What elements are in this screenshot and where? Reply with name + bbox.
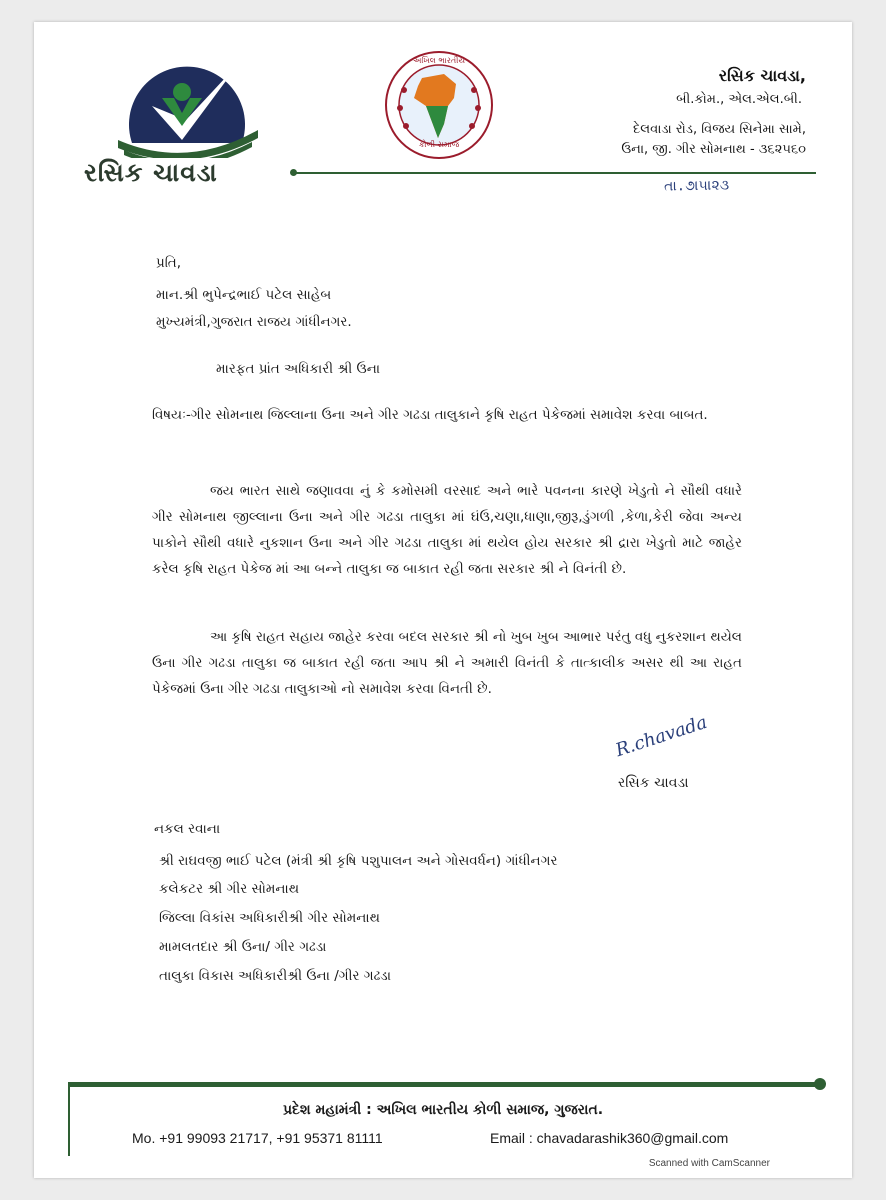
footer-title: પ્રદેશ મહામંત્રી : અખિલ ભારતીય કોળી સમાજ, ગુજરાત.	[282, 1102, 604, 1118]
body-paragraph-1: જય ભારત સાથે જણાવવા નું કે કમોસમી વરસાદ અને ભારે પવનના કારણે ખેડુતો ને સૌથી વધારે ગીર સોમનાથ જીલ્લાના ઉના અને ગીર ગઢડા તાલુકા માં ઘંઉ,ચણા,ધાણા,જીરૂ,ડુંગળી ,કેળા,કેરી જેવા અન્ય પાકોને સૌથી વધારે નુકશાન ઉના અને ગીર ગઢડા તાલુકા માં થયેલ હોય સરકાર શ્રી દ્રારા ખેડુતો માટે જાહેર કરેલ કૃષિ રાહત પેકેજ માં આ બન્ને તાલુકા જ બાકાત રહી જતા સરકાર શ્રી ને વિનંતી છે.	[152, 483, 742, 577]
emblem-text-top: અખિલ ભારતીય	[412, 56, 466, 65]
sender-address-line1: દેલવાડા રોડ, વિજય સિનેમા સામે,	[633, 122, 806, 137]
scanner-watermark: Scanned with CamScanner	[648, 1158, 770, 1169]
handwritten-signature: R.chavada	[613, 711, 710, 762]
letter-page	[34, 22, 852, 1178]
cc-title: નકલ રવાના	[154, 821, 221, 837]
cc-item: શ્રી રાઘવજી ભાઈ પટેલ (મંત્રી શ્રી કૃષિ પશુપાલન અને ગોસવર્ધન) ગાંધીનગર	[159, 853, 558, 869]
header-divider	[296, 172, 816, 174]
emblem-text-bottom: કોળી સમાજ	[418, 140, 460, 149]
footer-side-rule	[68, 1082, 70, 1156]
footer-mobile: Mo. +91 99093 21717, +91 95371 81111	[132, 1130, 383, 1146]
signatory-name: રસિક ચાવડા	[618, 775, 689, 791]
recipient-to: પ્રતિ,	[156, 255, 182, 271]
footer-divider	[68, 1082, 822, 1087]
sender-degree: બી.કોમ., એલ.એલ.બી.	[676, 92, 802, 107]
logo-name: રસિક ચાવડા	[84, 158, 218, 187]
logo-icon	[112, 58, 262, 158]
footer-divider-dot	[814, 1078, 826, 1090]
sender-name: રસિક ચાવડા,	[718, 66, 806, 85]
footer-email: Email : chavadarashik360@gmail.com	[490, 1130, 729, 1146]
subject: વિષયઃ-ગીર સોમનાથ જિલ્લાના ઉના અને ગીર ગઢડા તાલુકાને કૃષિ રાહત પેકેજમાં સમાવેશ કરવા બાબત.	[152, 407, 708, 423]
cc-item: તાલુકા વિકાસ અધિકારીશ્રી ઉના /ગીર ગઢડા	[159, 968, 392, 984]
cc-item: કલેકટર શ્રી ગીર સોમનાથ	[159, 881, 300, 897]
sender-address-line2: ઉના, જી. ગીર સોમનાથ - ૩૬૨૫૬૦	[621, 142, 806, 157]
body-paragraph-2: આ કૃષિ રાહત સહાય જાહેર કરવા બદલ સરકાર શ્રી નો ખુબ ખુબ આભાર પરંતુ વધુ નુકરશાન થયેલ ઉના ગીર ગઢડા તાલુકા જ બાકાત રહી જતા આપ શ્રી ને અમારી વિનંતી કે તાત્કાલીક અસર થી આ રાહત પેકેજમાં ઉના ગીર ગઢડા તાલુકાઓ નો સમાવેશ કરવા વિનતી છે.	[152, 629, 742, 697]
letter-date: તા.૭।૫।૨૩	[663, 177, 730, 195]
cc-item: જિલ્લા વિકાંસ અધિકારીશ્રી ગીર સોમનાથ	[159, 910, 380, 926]
cc-item: મામલતદાર શ્રી ઉના/ ગીર ગઢડા	[159, 939, 327, 955]
recipient-line2: મુખ્યમંત્રી,ગુજરાત રાજય ગાંધીનગર.	[156, 314, 352, 330]
recipient-line1: માન.શ્રી ભુપેન્દ્રભાઈ પટેલ સાહેબ	[156, 287, 332, 303]
recipient-via: મારફત પ્રાંત અધિકારી શ્રી ઉના	[216, 361, 381, 377]
